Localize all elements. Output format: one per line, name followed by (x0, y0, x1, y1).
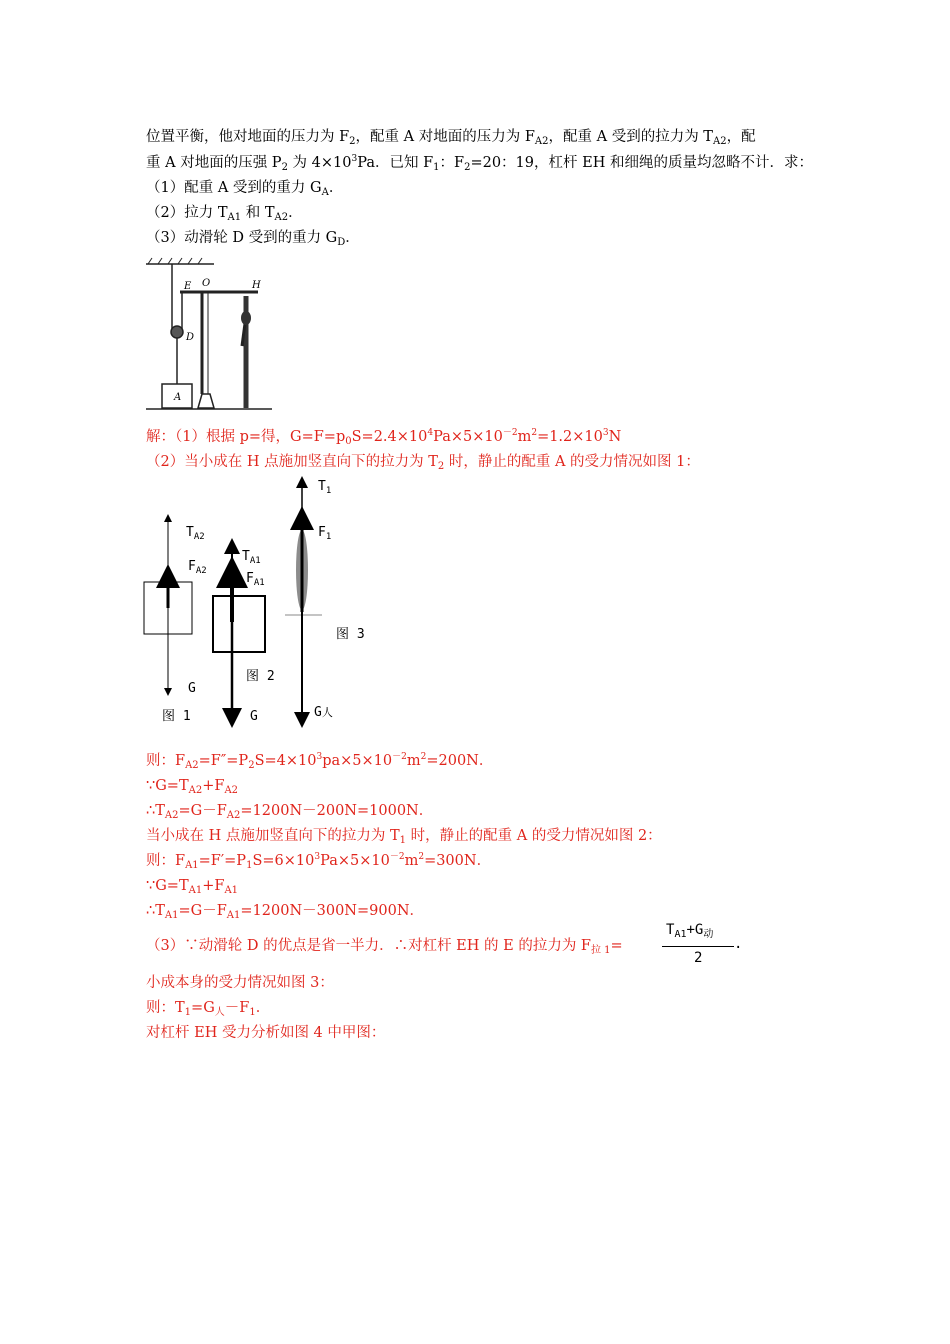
solution-1: 解：（1）根据 p=得，$G=F=p_0S=2.4\times 10^4Pa\times 5\times 10^{-2}m^2=1.2\times 10^3N$ (146, 428, 622, 447)
solution-7: 则：$F_{A1}=F'=P_1S=6\times 10^3Pa\times 5\times 10^{-2}m^2=300N$． (146, 852, 492, 871)
block-A-fig2 (213, 596, 265, 652)
figure-3 (285, 479, 365, 720)
label-G-person: G人 (314, 705, 333, 720)
figure-1 (144, 518, 207, 724)
label-FA1: $F_{A1}$ (246, 571, 265, 588)
label-G-fig2: G (250, 709, 258, 724)
label-G-fig1: G (188, 681, 196, 696)
fraction-tail: . (734, 936, 743, 952)
solution-10: （3）∵动滑轮 D 的优点是省一半力．∴对杠杆 EH 的 E 的拉力为 $F_{拉 1}=$ (146, 938, 623, 956)
label-D: D (186, 332, 195, 343)
fraction-numerator: $T_{A1}+G_动$ (666, 922, 714, 940)
force-diagrams (140, 472, 380, 730)
fraction-bar (662, 946, 734, 947)
caption-fig2: 图 2 (246, 669, 275, 684)
label-F1: $F_1$ (318, 525, 332, 542)
problem-line-1: 位置平衡，他对地面的压力为 $F_2$，配重 A 对地面的压力为 $F_{A2}$，配重 A 受到的拉力为 $T_{A2}$，配 (146, 129, 756, 147)
solution-6: 当小成在 H 点施加竖直向下的拉力为 $T_1$ 时，静止的配重 A 的受力情况如图 2： (146, 828, 662, 846)
label-H: H (252, 280, 261, 291)
problem-line-2: 重 A 对地面的压强 $P_2$ 为 $4\times 10^3Pa$．已知 $F_1$：$F_2=20$：19，杠杆 EH 和细绳的质量均忽略不计．求： (146, 154, 813, 173)
caption-fig3: 图 3 (336, 627, 365, 642)
label-O: O (202, 278, 211, 289)
solution-3: 则：$F_{A2}=F''=P_2S=4\times 10^3pa\times 5\times 10^{-2}m^2=200N$． (146, 752, 494, 771)
solution-12: 则：$T_1=G_人-F_1$． (146, 1000, 271, 1018)
solution-5: $\therefore T_{A2}=G-F_{A2}=1200N-200N=1000N$． (146, 803, 434, 821)
label-FA2: $F_{A2}$ (188, 559, 207, 576)
question-3: （3）动滑轮 D 受到的重力 $G_D$． (146, 230, 360, 248)
solution-9: $\therefore T_{A1}=G-F_{A1}=1200N-300N=900N$． (146, 903, 425, 921)
label-A: A (174, 392, 182, 403)
solution-13: 对杠杆 EH 受力分析如图 4 中甲图： (146, 1025, 386, 1041)
label-TA2: $T_{A2}$ (186, 525, 205, 542)
fraction-denominator: 2 (694, 950, 703, 966)
label-E: E (184, 281, 192, 292)
caption-fig1: 图 1 (162, 709, 191, 724)
solution-4: $\because G=T_{A2}+F_{A2}$ (146, 778, 239, 796)
fraction (660, 922, 743, 974)
lever-pulley-apparatus (144, 256, 274, 416)
question-2: （2）拉力 $T_{A1}$ 和 $T_{A2}$． (146, 205, 303, 223)
solution-2: （2）当小成在 H 点施加竖直向下的拉力为 $T_2$ 时，静止的配重 A 的受力情况如图 1： (146, 454, 700, 472)
label-TA1: $T_{A1}$ (242, 549, 261, 566)
solution-8: $\because G=T_{A1}+F_{A1}$ (146, 878, 239, 896)
figure-2 (213, 546, 275, 724)
question-1: （1）配重 A 受到的重力 $G_A$． (146, 180, 344, 198)
label-T1: $T_1$ (318, 479, 332, 496)
solution-11: 小成本身的受力情况如图 3： (146, 975, 334, 991)
